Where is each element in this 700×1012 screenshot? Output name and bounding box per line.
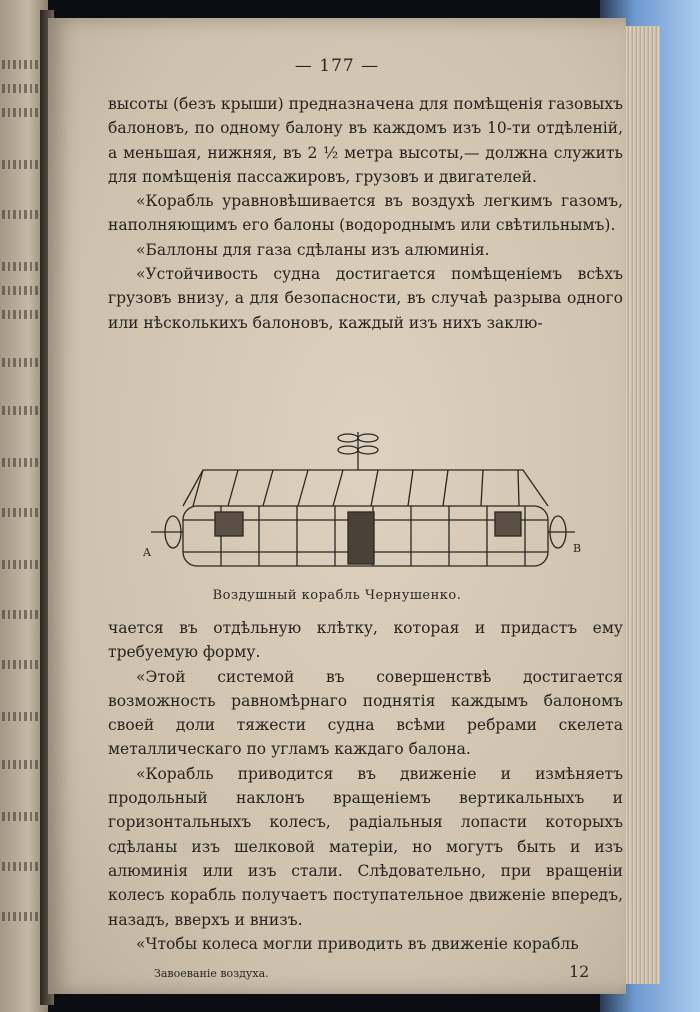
signature-mark: Завоеваніе воздуха.	[154, 967, 269, 980]
book-page	[48, 18, 626, 994]
paragraph: высоты (безъ крыши) предназначена для помѣщенія газовыхъ балоновъ, по одному балону въ каждомъ изъ 10-ти отдѣленій, а меньшая, нижняя, въ 2 ½ метра высоты,— должна служить для помѣщенія пассажировъ, грузовъ и двигателей.	[108, 95, 623, 186]
text-block-upper	[108, 92, 623, 335]
page-number: — 177 —	[294, 56, 380, 76]
paragraph: чается въ отдѣльную клѣтку, которая и придастъ ему требуемую форму.	[108, 619, 623, 662]
airship-illustration	[143, 428, 583, 578]
figure-label-a: A	[143, 546, 151, 559]
figure-label-b: B	[573, 542, 582, 555]
text-block-lower	[108, 616, 623, 956]
paragraph: «Чтобы колеса могли приводить въ движеніе корабль	[136, 934, 579, 953]
page-edge-stack	[620, 26, 660, 984]
paragraph: «Баллоны для газа сдѣланы изъ алюминія.	[136, 240, 490, 259]
paragraph: «Корабль приводится въ движеніе и измѣняетъ продольный наклонъ вращеніемъ вертикальныхъ и горизонтальныхъ колесъ, радіальныя лопасти которыхъ сдѣланы изъ шелковой матеріи, но могутъ быть и изъ алюминія или изъ стали. Слѣдовательно, при вращеніи колесъ корабль получаетъ поступательное движеніе впередъ, назадъ, вверхъ и внизъ.	[108, 764, 623, 929]
figure-caption: Воздушный корабль Чернушенко.	[212, 588, 462, 603]
paragraph: «Устойчивость судна достигается помѣщеніемъ всѣхъ грузовъ внизу, а для безопасности, въ случаѣ разрыва одного или нѣсколькихъ балоновъ, каждый изъ нихъ заклю-	[108, 265, 623, 332]
paragraph: «Этой системой въ совершенствѣ достигается возможность равномѣрнаго поднятія каждымъ балономъ своей доли тяжести судна всѣми ребрами скелета металлическаго по угламъ каждаго балона.	[108, 667, 623, 759]
paragraph: «Корабль уравновѣшивается въ воздухѣ легкимъ газомъ, наполняющимъ его балоны (водороднымъ или свѣтильнымъ).	[108, 192, 623, 235]
sheet-number: 12	[569, 962, 590, 981]
